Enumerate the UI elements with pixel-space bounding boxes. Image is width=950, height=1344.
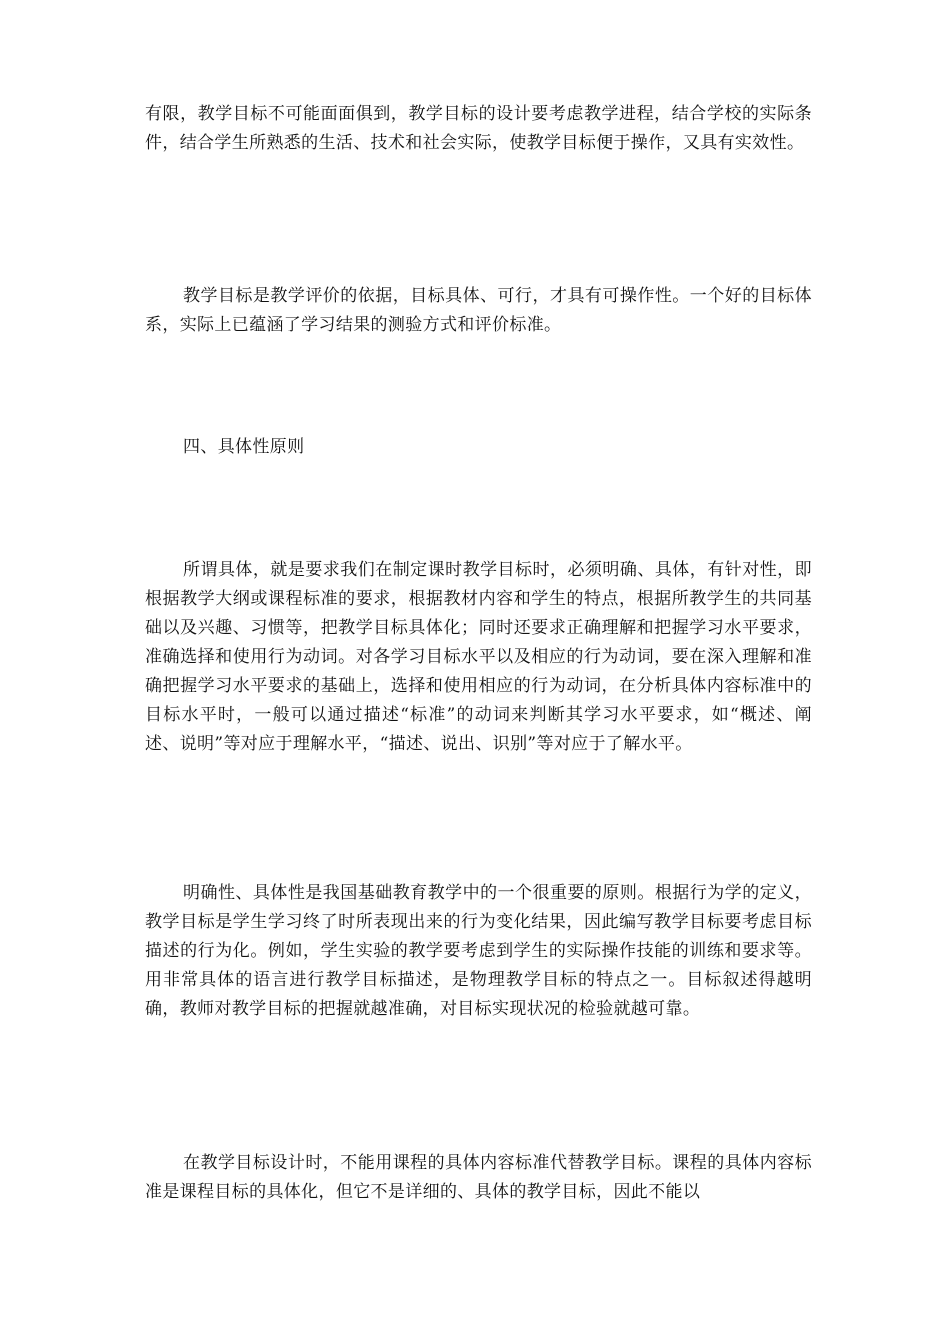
section-heading: 四、具体性原则 (183, 437, 305, 457)
paragraph-specificity-definition: 所谓具体，就是要求我们在制定课时教学目标时，必须明确、具体，有针对性，即根据教学大纲或课程标准的要求，根据教材内容和学生的特点，根据所教学生的共同基础以及兴趣、习惯等，把教学目标具体化；同时还要求正确理解和把握学习水平要求，准确选择和使用行为动词。对各学习目标水平以及相应的行为动词，要在深入理解和准确把握学习水平要求的基础上，选择和使用相应的行为动词，在分析具体内容标准中的目标水平时，一般可以通过描述“标准”的动词来判断其学习水平要求，如“概述、阐述、说明”等对应于理解水平，“描述、说出、识别”等对应于了解水平。 (145, 560, 812, 754)
paragraph-content-standards: 在教学目标设计时，不能用课程的具体内容标准代替教学目标。课程的具体内容标准是课程目标的具体化，但它不是详细的、具体的教学目标，因此不能以 (145, 1153, 812, 1202)
paragraph-evaluation-basis: 教学目标是教学评价的依据，目标具体、可行，才具有可操作性。一个好的目标体系，实际上已蕴涵了学习结果的测验方式和评价标准。 (145, 286, 812, 335)
paragraph-clarity-principle: 明确性、具体性是我国基础教育教学中的一个很重要的原则。根据行为学的定义，教学目标是学生学习终了时所表现出来的行为变化结果，因此编写教学目标要考虑目标描述的行为化。例如，学生实验的教学要考虑到学生的实际操作技能的训练和要求等。用非常具体的语言进行教学目标描述，是物理教学目标的特点之一。目标叙述得越明确，教师对教学目标的把握就越准确，对目标实现状况的检验就越可靠。 (145, 883, 812, 1019)
paragraph-continued: 有限，教学目标不可能面面俱到，教学目标的设计要考虑教学进程，结合学校的实际条件，结合学生所熟悉的生活、技术和社会实际，使教学目标便于操作，又具有实效性。 (145, 104, 812, 153)
